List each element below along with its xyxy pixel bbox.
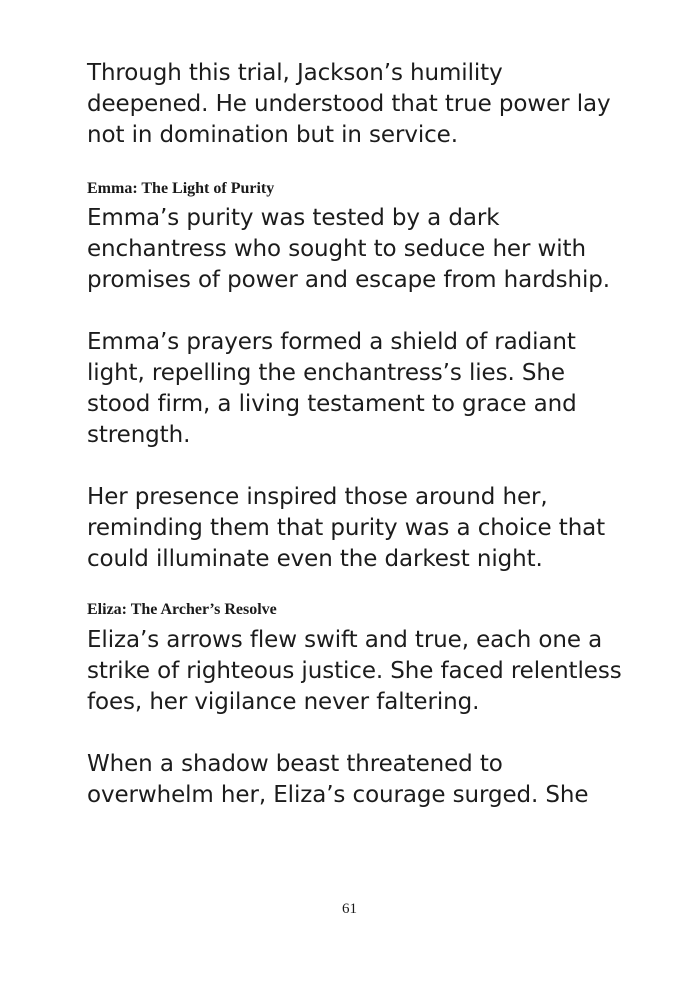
section-heading-emma: Emma: The Light of Purity (87, 180, 275, 197)
paragraph-jackson-humility: Through this trial, Jackson’s humility deepened. He understood that true power lay not in domination but in service. (87, 60, 611, 148)
page-number: 61 (342, 901, 357, 917)
page-content (87, 58, 627, 811)
paragraph-emma-presence: Her presence inspired those around her, reminding them that purity was a choice that could illuminate even the darkest night. (87, 484, 606, 572)
paragraph-emma-prayers: Emma’s prayers formed a shield of radiant light, repelling the enchantress’s lies. She stood firm, a living testament to grace and strength. (87, 329, 577, 448)
paragraph-emma-tested: Emma’s purity was tested by a dark enchantress who sought to seduce her with promises of power and escape from hardship. (87, 205, 610, 293)
section-heading-eliza: Eliza: The Archer’s Resolve (87, 601, 277, 618)
paragraph-eliza-shadow-beast: When a shadow beast threatened to overwhelm her, Eliza’s courage surged. She (87, 751, 589, 808)
paragraph-eliza-arrows: Eliza’s arrows flew swift and true, each one a strike of righteous justice. She faced relentless foes, her vigilance never faltering. (87, 627, 622, 715)
